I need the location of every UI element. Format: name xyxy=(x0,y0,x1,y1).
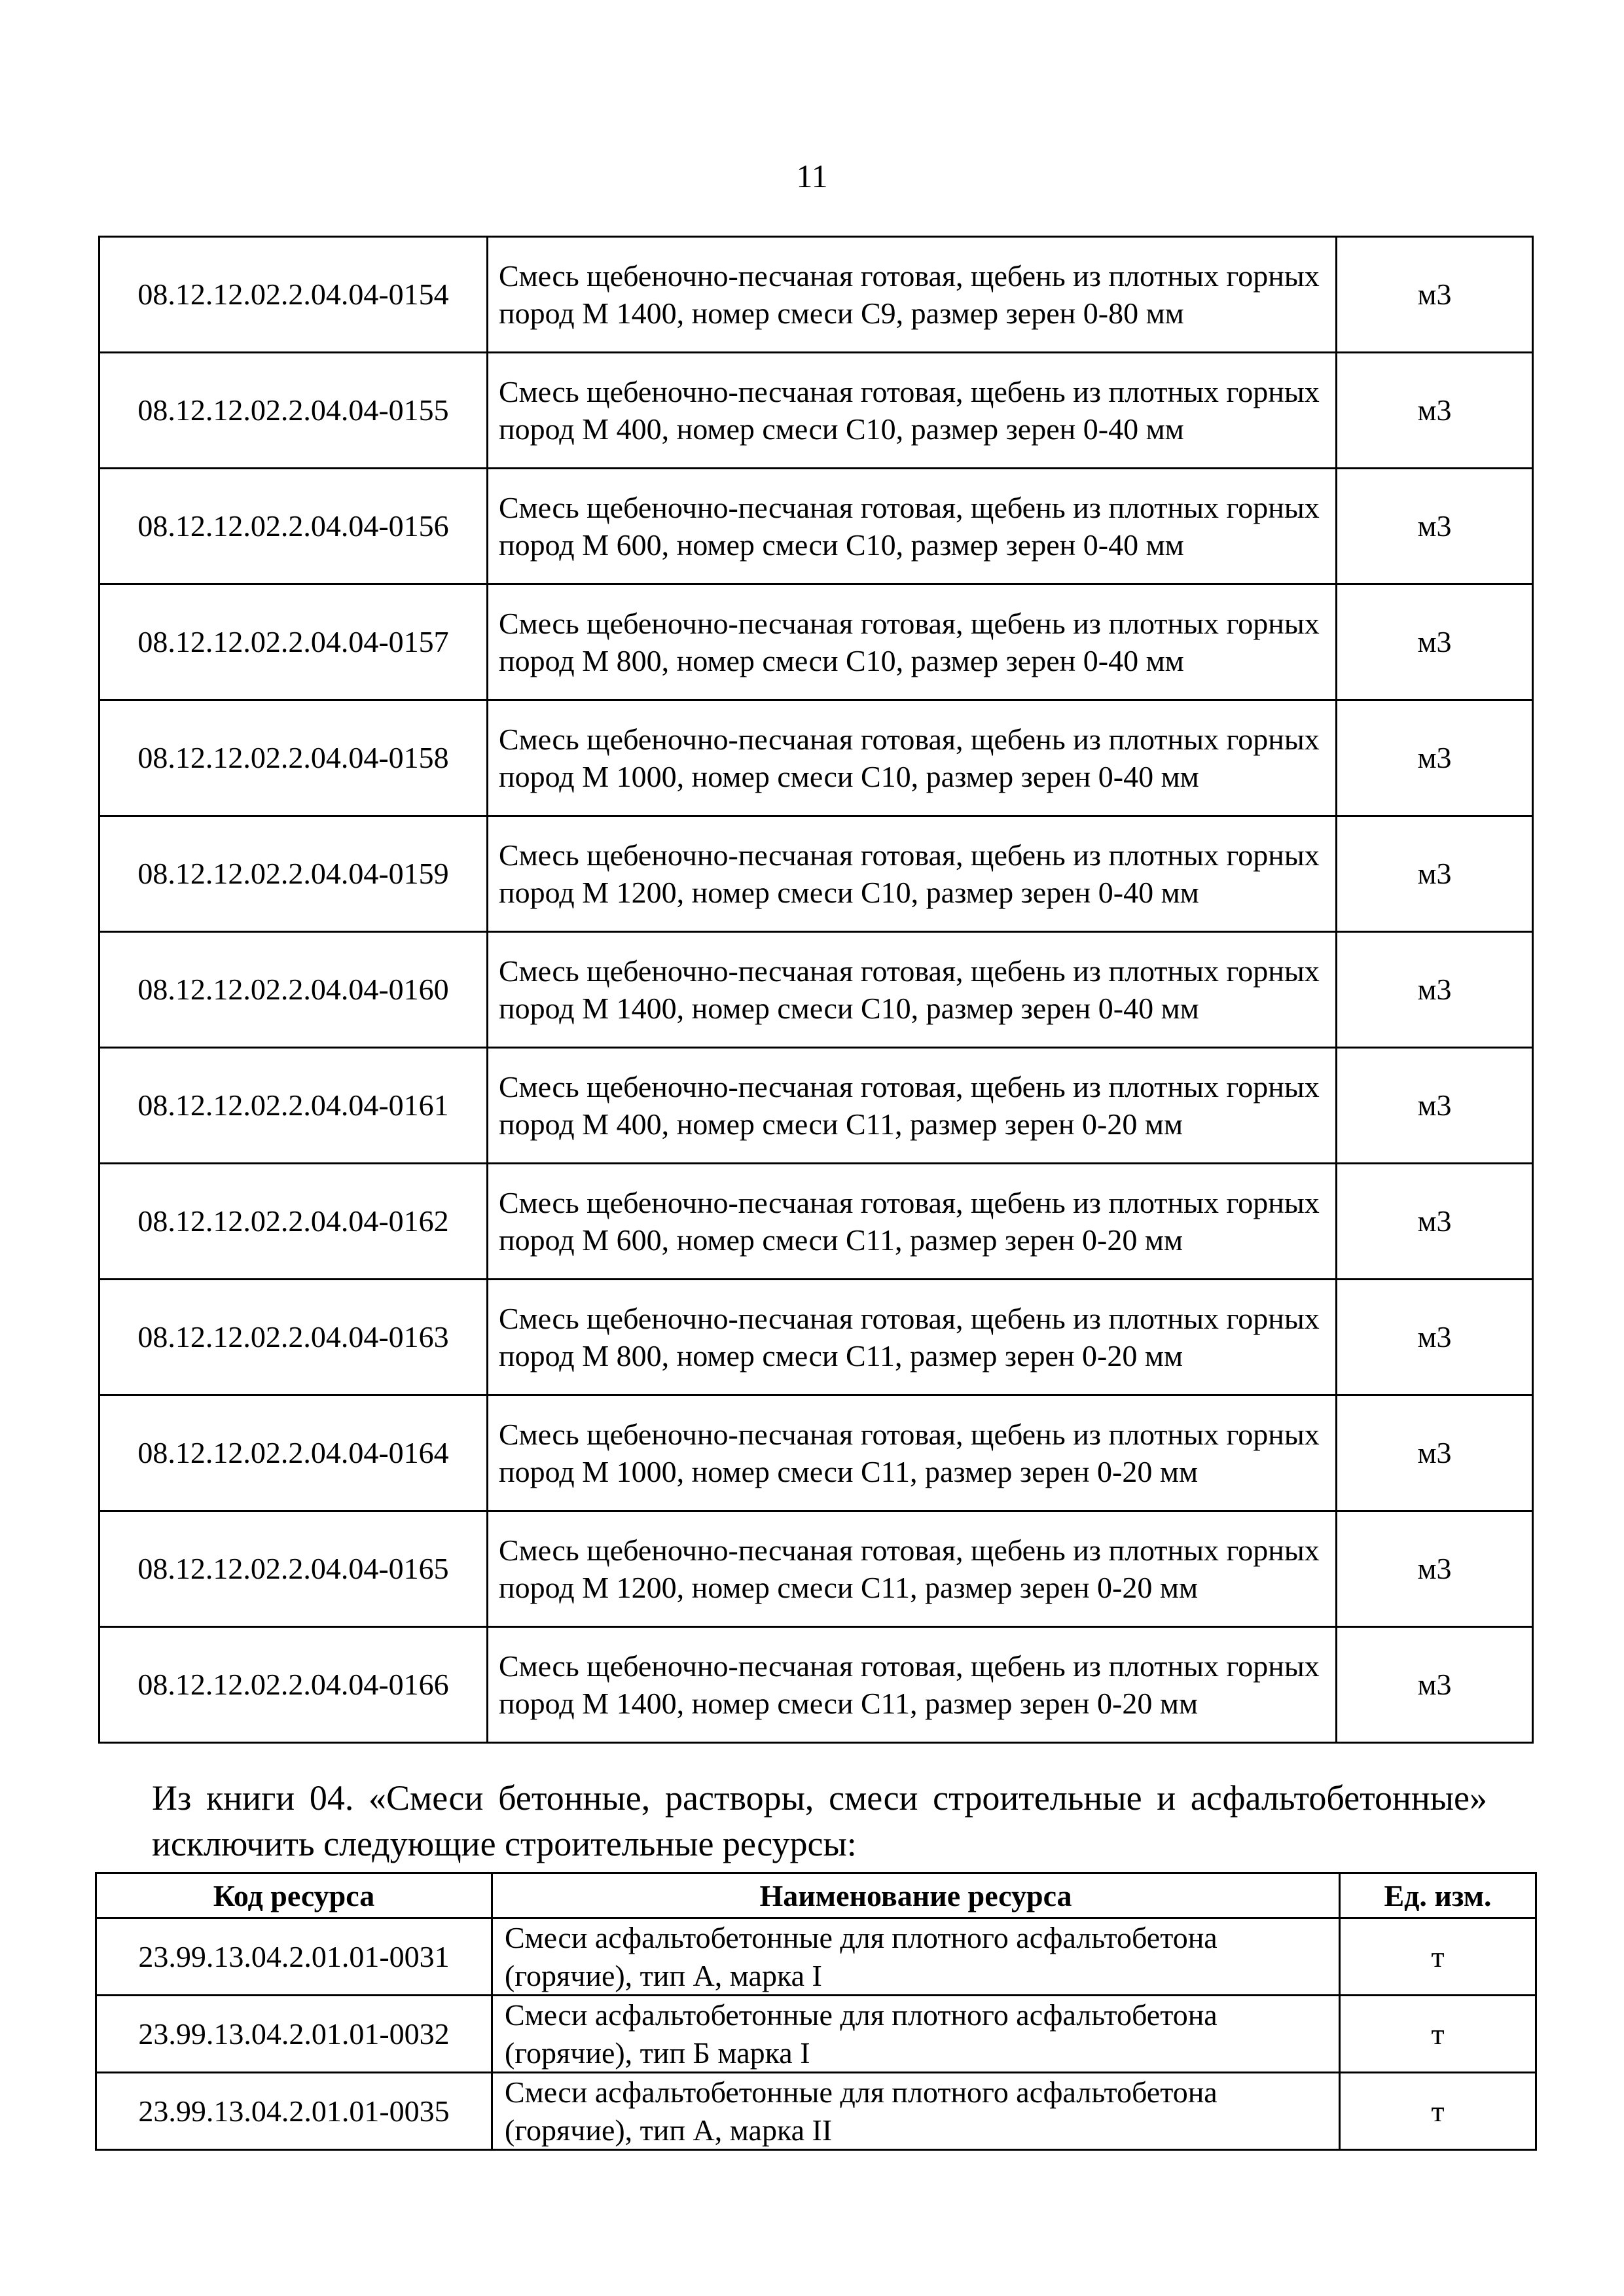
header-row xyxy=(96,1873,1536,1918)
name-cell: Смесь щебеночно-песчаная готовая, щебень из плотных горных пород М 800, номер смеси С10, размер зерен 0-40 мм xyxy=(488,584,1337,700)
table-row xyxy=(99,1048,1533,1164)
unit-cell: м3 xyxy=(1337,1164,1533,1280)
code-cell: 08.12.12.02.2.04.04-0161 xyxy=(99,1048,488,1164)
name-cell: Смесь щебеночно-песчаная готовая, щебень из плотных горных пород М 600, номер смеси С10, размер зерен 0-40 мм xyxy=(488,469,1337,584)
name-cell: Смесь щебеночно-песчаная готовая, щебень из плотных горных пород М 1000, номер смеси С11, размер зерен 0-20 мм xyxy=(488,1395,1337,1511)
table-row xyxy=(99,932,1533,1048)
unit-cell: т xyxy=(1340,1996,1536,2073)
code-cell: 08.12.12.02.2.04.04-0166 xyxy=(99,1627,488,1743)
unit-cell: т xyxy=(1340,1918,1536,1996)
table-row xyxy=(99,700,1533,816)
table-row xyxy=(99,1164,1533,1280)
unit-cell: м3 xyxy=(1337,1048,1533,1164)
code-cell: 08.12.12.02.2.04.04-0156 xyxy=(99,469,488,584)
unit-cell: м3 xyxy=(1337,1511,1533,1627)
unit-cell: м3 xyxy=(1337,584,1533,700)
unit-cell: м3 xyxy=(1337,469,1533,584)
page-number: 11 xyxy=(796,158,828,194)
name-cell: Смеси асфальтобетонные для плотного асфальтобетона (горячие), тип Б марка I xyxy=(492,1996,1340,2073)
table-row xyxy=(99,1395,1533,1511)
unit-cell: м3 xyxy=(1337,700,1533,816)
table-row xyxy=(96,1996,1536,2073)
name-cell: Смеси асфальтобетонные для плотного асфальтобетона (горячие), тип А, марка II xyxy=(492,2073,1340,2150)
header-unit: Ед. изм. xyxy=(1340,1873,1536,1918)
unit-cell: м3 xyxy=(1337,1395,1533,1511)
code-cell: 23.99.13.04.2.01.01-0032 xyxy=(96,1996,492,2073)
code-cell: 08.12.12.02.2.04.04-0157 xyxy=(99,584,488,700)
name-cell: Смесь щебеночно-песчаная готовая, щебень из плотных горных пород М 400, номер смеси С10, размер зерен 0-40 мм xyxy=(488,353,1337,469)
name-cell: Смесь щебеночно-песчаная готовая, щебень из плотных горных пород М 1400, номер смеси С9, размер зерен 0-80 мм xyxy=(488,237,1337,353)
table-row xyxy=(99,1627,1533,1743)
name-cell: Смесь щебеночно-песчаная готовая, щебень из плотных горных пород М 1200, номер смеси С11, размер зерен 0-20 мм xyxy=(488,1511,1337,1627)
code-cell: 08.12.12.02.2.04.04-0160 xyxy=(99,932,488,1048)
unit-cell: м3 xyxy=(1337,1280,1533,1395)
code-cell: 08.12.12.02.2.04.04-0159 xyxy=(99,816,488,932)
unit-cell: м3 xyxy=(1337,932,1533,1048)
header-code: Код ресурса xyxy=(96,1873,492,1918)
table-row xyxy=(99,584,1533,700)
code-cell: 08.12.12.02.2.04.04-0164 xyxy=(99,1395,488,1511)
excluded-resources-table xyxy=(95,1872,1537,2151)
table-row xyxy=(99,816,1533,932)
name-cell: Смесь щебеночно-песчаная готовая, щебень из плотных горных пород М 1400, номер смеси С11, размер зерен 0-20 мм xyxy=(488,1627,1337,1743)
unit-cell: м3 xyxy=(1337,237,1533,353)
name-cell: Смесь щебеночно-песчаная готовая, щебень из плотных горных пород М 1200, номер смеси С10, размер зерен 0-40 мм xyxy=(488,816,1337,932)
exclusion-paragraph: Из книги 04. «Смеси бетонные, растворы, смеси строительные и асфальтобетонные» исключить следующие строительные ресурсы: xyxy=(152,1778,1487,1864)
name-cell: Смесь щебеночно-песчаная готовая, щебень из плотных горных пород М 600, номер смеси С11, размер зерен 0-20 мм xyxy=(488,1164,1337,1280)
name-cell: Смесь щебеночно-песчаная готовая, щебень из плотных горных пород М 400, номер смеси С11, размер зерен 0-20 мм xyxy=(488,1048,1337,1164)
name-cell: Смесь щебеночно-песчаная готовая, щебень из плотных горных пород М 800, номер смеси С11, размер зерен 0-20 мм xyxy=(488,1280,1337,1395)
table-row xyxy=(96,2073,1536,2150)
code-cell: 23.99.13.04.2.01.01-0031 xyxy=(96,1918,492,1996)
code-cell: 08.12.12.02.2.04.04-0165 xyxy=(99,1511,488,1627)
code-cell: 08.12.12.02.2.04.04-0162 xyxy=(99,1164,488,1280)
header-name: Наименование ресурса xyxy=(492,1873,1340,1918)
table-row xyxy=(99,1280,1533,1395)
unit-cell: м3 xyxy=(1337,1627,1533,1743)
table-row xyxy=(99,353,1533,469)
name-cell: Смесь щебеночно-песчаная готовая, щебень из плотных горных пород М 1400, номер смеси С10, размер зерен 0-40 мм xyxy=(488,932,1337,1048)
code-cell: 08.12.12.02.2.04.04-0158 xyxy=(99,700,488,816)
unit-cell: м3 xyxy=(1337,816,1533,932)
code-cell: 08.12.12.02.2.04.04-0154 xyxy=(99,237,488,353)
name-cell: Смесь щебеночно-песчаная готовая, щебень из плотных горных пород М 1000, номер смеси С10, размер зерен 0-40 мм xyxy=(488,700,1337,816)
code-cell: 23.99.13.04.2.01.01-0035 xyxy=(96,2073,492,2150)
code-cell: 08.12.12.02.2.04.04-0163 xyxy=(99,1280,488,1395)
unit-cell: м3 xyxy=(1337,353,1533,469)
table-row xyxy=(99,1511,1533,1627)
table-row xyxy=(99,237,1533,353)
name-cell: Смеси асфальтобетонные для плотного асфальтобетона (горячие), тип А, марка I xyxy=(492,1918,1340,1996)
unit-cell: т xyxy=(1340,2073,1536,2150)
resources-table-continued xyxy=(98,236,1534,1744)
table-row xyxy=(96,1918,1536,1996)
code-cell: 08.12.12.02.2.04.04-0155 xyxy=(99,353,488,469)
table-row xyxy=(99,469,1533,584)
